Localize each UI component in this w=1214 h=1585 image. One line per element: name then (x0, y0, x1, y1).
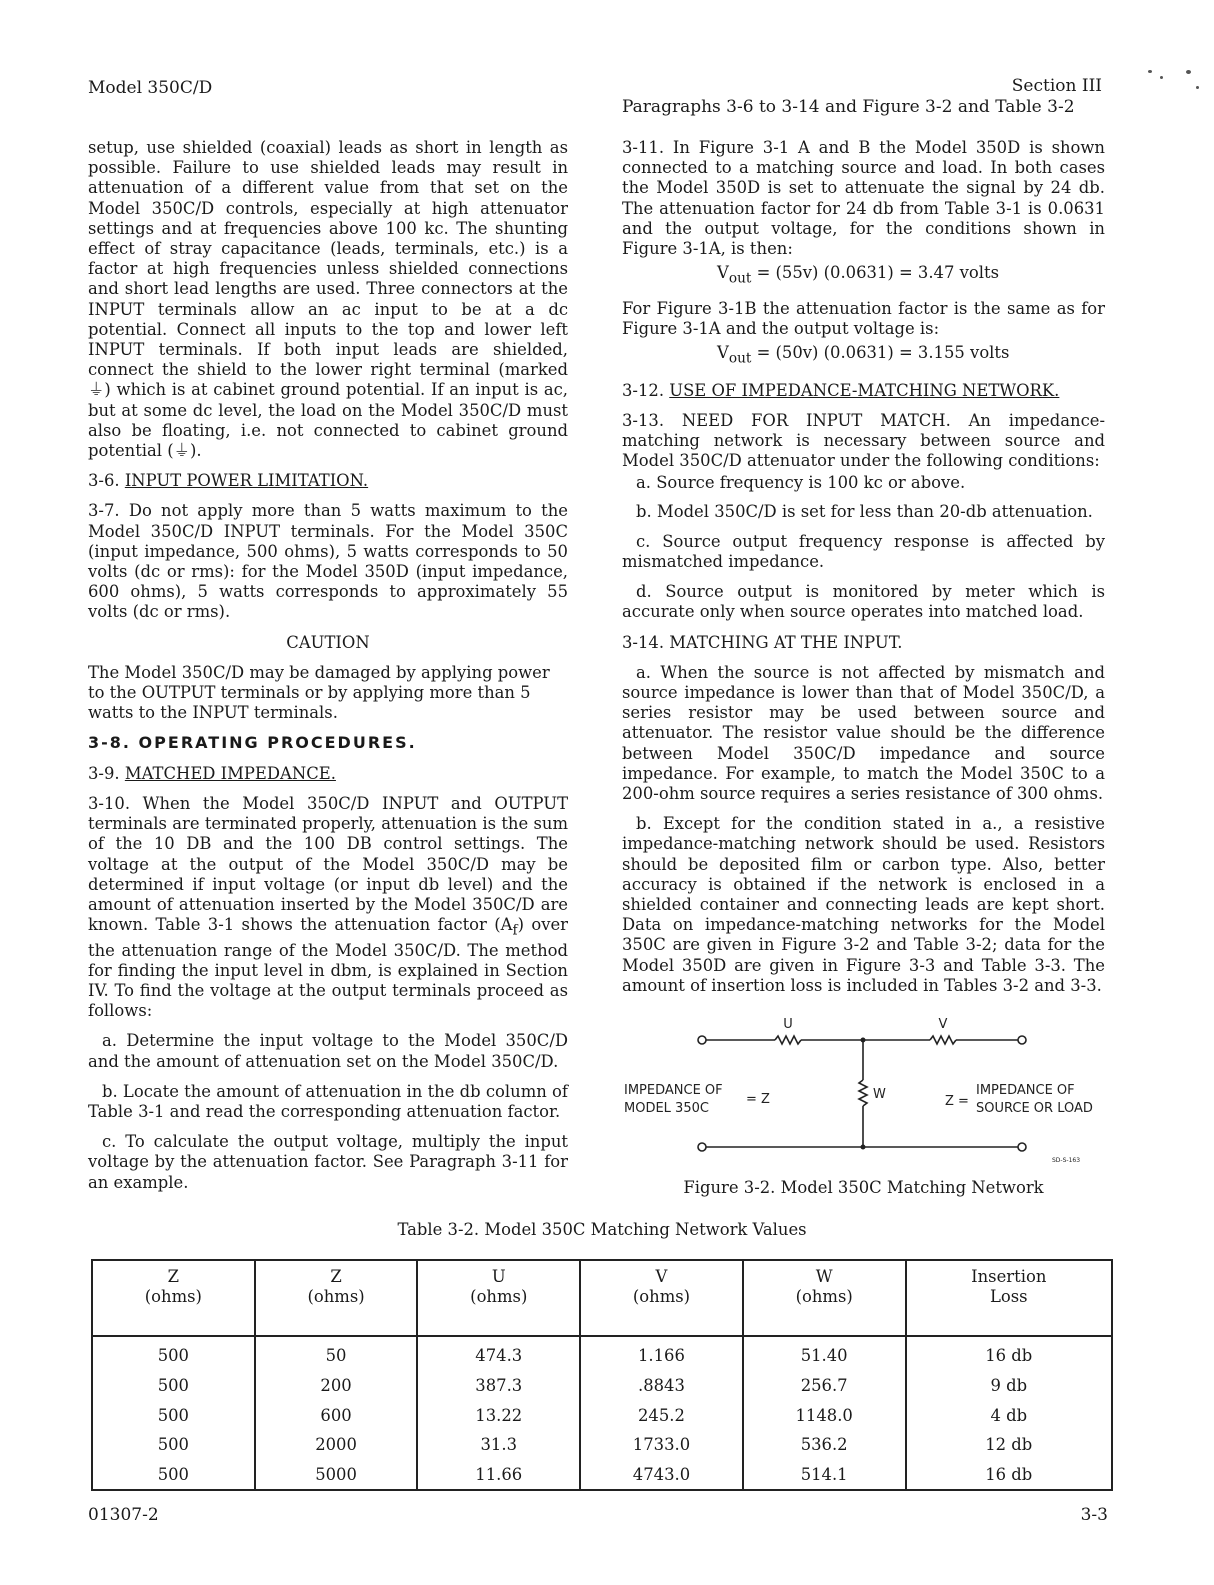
header-paragraphs: Paragraphs 3-6 to 3-14 and Figure 3-2 and Table 3-2 (622, 97, 1075, 117)
paragraph-3-11b: For Figure 3-1B the attenuation factor is the same as for Figure 3-1A and the output voltage is: (622, 298, 1105, 338)
table-cell: 4 db (906, 1400, 1112, 1430)
heading-number: 3-6. (88, 471, 120, 491)
table-cell: 500 (92, 1336, 255, 1371)
table-row (92, 1336, 1112, 1371)
table-cell: 500 (92, 1371, 255, 1401)
table-cell: 600 (255, 1400, 418, 1430)
header-top: W (815, 1267, 833, 1286)
condition-c: c. Source output frequency response is affected by mismatched impedance. (622, 531, 1105, 572)
table-cell: 2000 (255, 1430, 418, 1460)
heading-title: USE OF IMPEDANCE-MATCHING NETWORK. (669, 380, 1060, 400)
paragraph-3-14a: a. When the source is not affected by mismatch and source impedance is lower than that of Model 350C/D, a series resistor may be used between source and attenuator. The resistor value should be the difference between Model 350C/D impedance and source impedance. For example, to match the Model 350C to a 200-ohm source requires a series resistance of 300 ohms. (622, 662, 1105, 804)
scan-speck (1148, 70, 1152, 73)
table-cell: 13.22 (417, 1400, 580, 1430)
paragraph-3-11: 3-11. In Figure 3-1 A and B the Model 350D is shown connected to a matching source and load. In both cases the Model 350D is set to attenuate the signal by 24 db. The attenuation factor for 24 db from Table 3-1 is 0.0631 and the output voltage, for the conditions shown in Figure 3-1A, is then: (622, 138, 1105, 259)
matching-network-diagram (620, 1010, 1110, 1170)
table-cell: 536.2 (743, 1430, 906, 1460)
header-bottom: (ohms) (795, 1287, 853, 1306)
heading-number: 3-9. (88, 763, 120, 783)
resistor-w (859, 1080, 867, 1106)
table-cell: 50 (255, 1336, 418, 1371)
heading-3-6 (88, 471, 568, 491)
column-header (580, 1260, 743, 1336)
heading-3-12 (622, 381, 1105, 401)
header-bottom: (ohms) (307, 1287, 365, 1306)
table-cell: 9 db (906, 1371, 1112, 1401)
table-row (92, 1400, 1112, 1430)
column-header (92, 1260, 255, 1336)
header-top: U (491, 1267, 506, 1286)
junction (861, 1145, 866, 1150)
table-row (92, 1371, 1112, 1401)
scan-speck (1186, 70, 1191, 74)
figure-caption: Figure 3-2. Model 350C Matching Network (683, 1178, 1044, 1197)
step-b: b. Locate the amount of attenuation in the db column of Table 3-1 and read the corresponding attenuation factor. (88, 1081, 568, 1122)
text-fragment: ) over the attenuation range of the Model 350C/D. The method for finding the input level in dbm, is explained in Section IV. To find the voltage at the output terminals proceed as follows: (88, 915, 568, 1021)
table-cell: 514.1 (743, 1459, 906, 1490)
eq-subscript: out (728, 350, 752, 367)
heading-title: INPUT POWER LIMITATION. (124, 471, 369, 491)
heading-3-8: 3-8. OPERATING PROCEDURES. (88, 733, 417, 753)
table-cell: 1148.0 (743, 1400, 906, 1430)
subscript: f (512, 922, 518, 939)
step-c: c. To calculate the output voltage, multiply the input voltage by the attenuation factor. See Paragraph 3-11 for an example. (88, 1132, 568, 1192)
header-model: Model 350C/D (88, 78, 213, 98)
footer-page-number: 3-3 (1080, 1505, 1108, 1525)
table-cell: 31.3 (417, 1430, 580, 1460)
left-column (88, 138, 568, 1203)
right-z-eq: Z = (945, 1094, 969, 1109)
header-top: Z (330, 1267, 342, 1286)
column-header (743, 1260, 906, 1336)
paragraph-3-7: 3-7. Do not apply more than 5 watts maximum to the Model 350C/D INPUT terminals. For the Model 350C (input impedance, 500 ohms), 5 watts corresponds to 50 volts (dc or rms): for the Model 350D (input impedance, 600 ohms), 5 watts corresponds to approximately 55 volts (dc or rms). (88, 501, 568, 622)
footer-doc-number: 01307-2 (88, 1505, 159, 1525)
figure-code: SD-S-163 (1052, 1157, 1081, 1164)
table-row (92, 1430, 1112, 1460)
heading-number: 3-12. (622, 380, 665, 400)
header-section: Section III (1011, 76, 1102, 96)
table-header-row (92, 1260, 1112, 1336)
table-cell: 245.2 (580, 1400, 743, 1430)
header-bottom: Loss (989, 1287, 1028, 1306)
resistor-u (775, 1036, 801, 1044)
column-header (255, 1260, 418, 1336)
resistor-v (930, 1036, 956, 1044)
table-cell: 500 (92, 1430, 255, 1460)
junction (861, 1038, 866, 1043)
label-v: V (938, 1017, 948, 1032)
table-cell: 387.3 (417, 1371, 580, 1401)
eq-v: V (717, 343, 729, 363)
label-w: W (873, 1087, 886, 1102)
caution-body: The Model 350C/D may be damaged by applying power to the OUTPUT terminals or by applying more than 5 watts to the INPUT terminals. (88, 662, 550, 723)
table-row (92, 1459, 1112, 1490)
paragraph-setup: setup, use shielded (coaxial) leads as short in length as possible. Failure to use shielded leads may result in attenuation of a different value from that set on the Model 350C/D controls, especially at high attenuator settings and at frequencies above 100 kc. The shunting effect of stray capacitance (leads, terminals, etc.) is a factor at high frequencies unless shielded connections and short lead lengths are used. Three connectors at the INPUT terminals allow an ac input to be at a dc potential. Connect all inputs to the top and lower left INPUT terminals. If both input leads are shielded, connect the shield to the lower right terminal (marked ⏚) which is at cabinet ground potential. If an input is ac, but at some dc level, the load on the Model 350C/D must also be floating, i.e. not connected to cabinet ground potential (⏚). (88, 138, 568, 461)
equation-1 (622, 263, 1105, 288)
table-cell: 12 db (906, 1430, 1112, 1460)
condition-b: b. Model 350C/D is set for less than 20-db attenuation. (636, 501, 1093, 521)
header-bottom: (ohms) (632, 1287, 691, 1306)
caution-title: CAUTION (286, 632, 370, 652)
table-cell: 500 (92, 1400, 255, 1430)
table-cell: 1733.0 (580, 1430, 743, 1460)
heading-3-14: 3-14. MATCHING AT THE INPUT. (622, 632, 903, 652)
table-cell: 1.166 (580, 1336, 743, 1371)
matching-network-table (91, 1259, 1113, 1491)
right-impedance-label-1: IMPEDANCE OF (976, 1083, 1075, 1098)
table-cell: 4743.0 (580, 1459, 743, 1490)
text-fragment: 3-10. When the Model 350C/D INPUT and OUTPUT terminals are terminated properly, attenuation is the sum of the 10 DB and the 100 DB control settings. The voltage at the output of the Model 350C/D may be determined if input voltage (or input db level) and the amount of attenuation inserted by the Model 350C/D are known. Table 3-1 shows the attenuation factor (A (88, 793, 568, 935)
table-caption: Table 3-2. Model 350C Matching Network Values (397, 1220, 807, 1239)
right-impedance-label-2: SOURCE OR LOAD (976, 1101, 1093, 1116)
header-bottom: (ohms) (144, 1287, 202, 1306)
left-z-eq: = Z (746, 1092, 770, 1107)
step-a: a. Determine the input voltage to the Model 350C/D and the amount of attenuation set on the Model 350C/D. (88, 1031, 568, 1071)
condition-a: a. Source frequency is 100 kc or above. (636, 473, 966, 493)
eq-v: V (717, 263, 729, 283)
table-cell: 16 db (906, 1336, 1112, 1371)
terminal (698, 1143, 706, 1151)
table-cell: .8843 (580, 1371, 743, 1401)
header-bottom: (ohms) (470, 1287, 528, 1306)
paragraph-3-14b: b. Except for the condition stated in a., a resistive impedance-matching network should be used. Resistors should be deposited film or carbon type. Also, better accuracy is obtained if the network is enclosed in a shielded container and connecting leads are kept short. Data on impedance-matching networks for the Model 350C are given in Figure 3-2 and Table 3-2; data for the Model 350D are given in Figure 3-3 and Table 3-3. The amount of insertion loss is included in Tables 3-2 and 3-3. (622, 814, 1105, 995)
table-cell: 474.3 (417, 1336, 580, 1371)
table-cell: 11.66 (417, 1459, 580, 1490)
scan-speck (1196, 86, 1199, 89)
label-u: U (783, 1017, 793, 1032)
terminal (1018, 1143, 1026, 1151)
paragraph-3-13: 3-13. NEED FOR INPUT MATCH. An impedance-matching network is necessary between source and Model 350C/D attenuator under the following conditions: (622, 410, 1105, 471)
heading-title: MATCHED IMPEDANCE. (124, 763, 336, 783)
terminal (698, 1036, 706, 1044)
header-top: Z (167, 1267, 180, 1286)
heading-3-9 (88, 764, 568, 784)
table-cell: 16 db (906, 1459, 1112, 1490)
column-header (417, 1260, 580, 1336)
left-impedance-label-1: IMPEDANCE OF (624, 1083, 723, 1098)
table-cell: 500 (92, 1459, 255, 1490)
scan-speck (1160, 76, 1163, 79)
eq-rest: = (55v) (0.0631) = 3.47 volts (751, 263, 999, 283)
column-header (906, 1260, 1112, 1336)
left-impedance-label-2: MODEL 350C (624, 1101, 709, 1116)
paragraph-3-10 (88, 794, 568, 1022)
terminal (1018, 1036, 1026, 1044)
table-cell: 5000 (255, 1459, 418, 1490)
eq-subscript: out (728, 270, 752, 287)
eq-rest: = (50v) (0.0631) = 3.155 volts (751, 343, 1010, 363)
header-top: V (655, 1267, 668, 1286)
table-cell: 200 (255, 1371, 418, 1401)
equation-2 (622, 343, 1105, 368)
header-top: Insertion (971, 1267, 1047, 1286)
right-column (622, 138, 1105, 1006)
condition-d: d. Source output is monitored by meter which is accurate only when source operates into matched load. (622, 582, 1105, 622)
table-cell: 256.7 (743, 1371, 906, 1401)
table-cell: 51.40 (743, 1336, 906, 1371)
